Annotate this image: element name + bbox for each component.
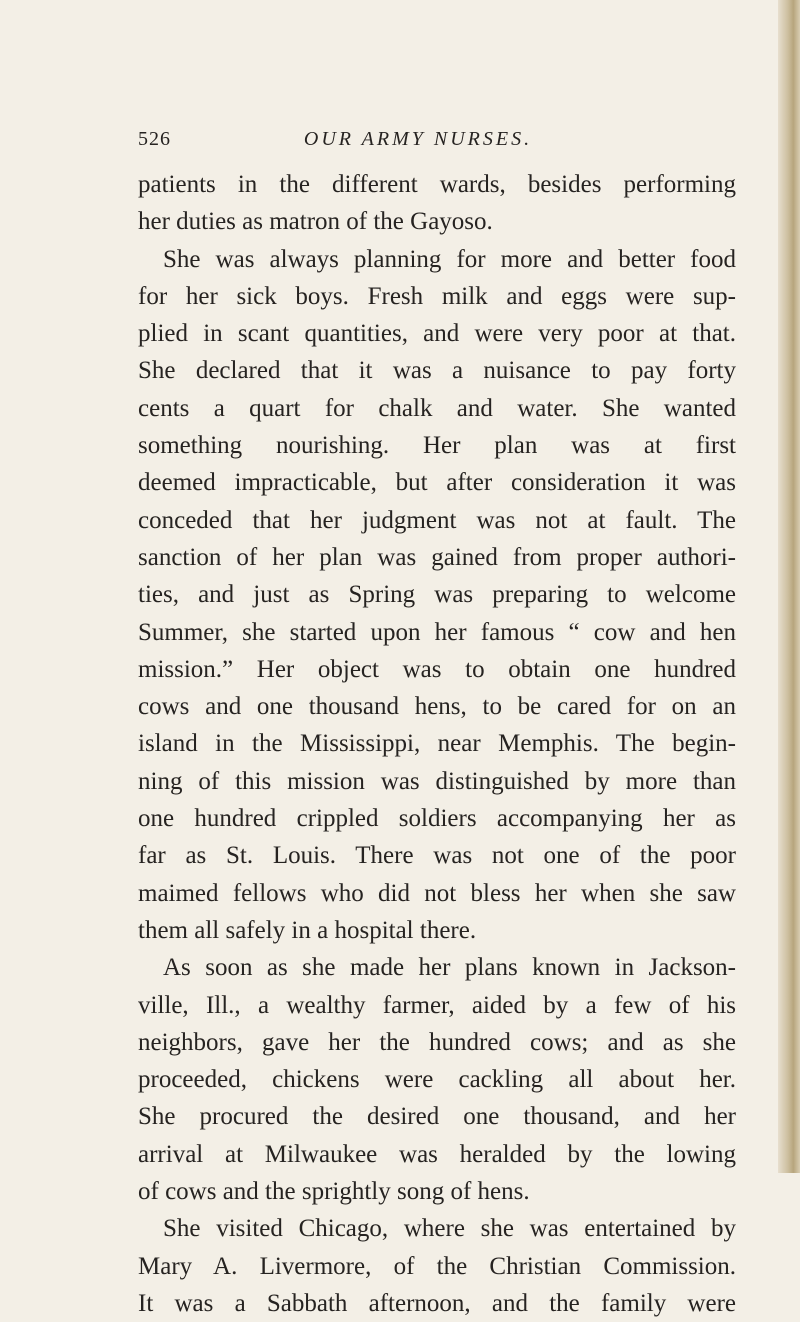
running-title: OUR ARMY NURSES.	[303, 128, 533, 150]
text-line: far as St. Louis. There was not one of the poor	[138, 842, 736, 870]
text-line: maimed fellows who did not bless her when she saw	[138, 879, 736, 907]
text-line: plied in scant quantities, and were very poor at that.	[138, 320, 736, 348]
text-line: cents a quart for chalk and water. She wanted	[138, 394, 736, 422]
text-line: proceeded, chickens were cackling all about her.	[138, 1066, 736, 1094]
text-line: patients in the different wards, besides performing	[138, 171, 736, 198]
text-line: cows and one thousand hens, to be cared for on an	[138, 693, 736, 721]
text-line: them all safely in a hospital there.	[138, 916, 477, 944]
text-line: one hundred crippled soldiers accompanying her as	[138, 805, 736, 833]
text-line: She visited Chicago, where she was entertained by	[163, 1215, 736, 1243]
text-line: arrival at Milwaukee was heralded by the lowing	[138, 1140, 736, 1168]
page-header	[138, 128, 698, 158]
text-line: She declared that it was a nuisance to pay forty	[138, 357, 736, 385]
text-line: mission.” Her object was to obtain one hundred	[138, 655, 736, 683]
text-line: for her sick boys. Fresh milk and eggs were sup-	[138, 282, 736, 310]
text-line: She procured the desired one thousand, and her	[138, 1103, 736, 1131]
text-line: She was always planning for more and better food	[163, 245, 736, 273]
text-line: deemed impracticable, but after consideration it was	[138, 469, 736, 497]
body-text	[138, 166, 736, 1322]
text-line: something nourishing. Her plan was at first	[138, 432, 736, 460]
page-number: 526	[138, 128, 171, 150]
page-edge	[778, 0, 800, 1173]
text-line: neighbors, gave her the hundred cows; and as she	[138, 1028, 736, 1056]
text-line: ville, Ill., a wealthy farmer, aided by a few of his	[138, 991, 736, 1019]
text-line: As soon as she made her plans known in Jackson-	[163, 954, 736, 982]
text-line: sanction of her plan was gained from proper authori-	[138, 543, 736, 571]
text-line: island in the Mississippi, near Memphis. The begin-	[138, 730, 736, 758]
text-line: ning of this mission was distinguished by more than	[138, 767, 736, 795]
text-line: conceded that her judgment was not at fault. The	[138, 506, 736, 534]
text-line: of cows and the sprightly song of hens.	[138, 1178, 530, 1206]
text-line: her duties as matron of the Gayoso.	[138, 208, 493, 236]
text-line: Summer, she started upon her famous “ cow and hen	[138, 618, 736, 646]
text-line: It was a Sabbath afternoon, and the family were	[138, 1289, 736, 1317]
text-line: ties, and just as Spring was preparing to welcome	[138, 581, 736, 609]
text-line: Mary A. Livermore, of the Christian Commission.	[138, 1252, 736, 1280]
